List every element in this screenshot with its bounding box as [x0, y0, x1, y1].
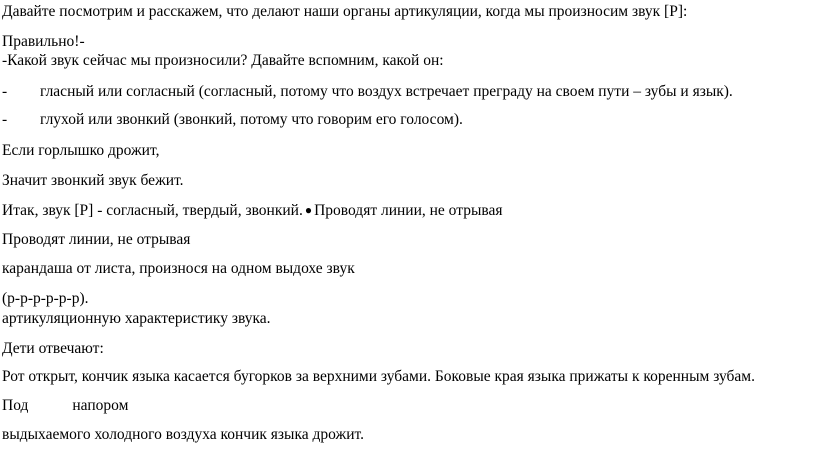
text-line-question: -Какой звук сейчас мы произносили? Давайте вспомним, какой он: — [2, 52, 444, 69]
text-line-mouth-description: Рот открыт, кончик языка касается бугорков за верхними зубами. Боковые края языка прижаты к коренным зубам. — [2, 368, 755, 385]
text-line-exhaled-air: выдыхаемого холодного воздуха кончик языка дрожит. — [2, 426, 364, 443]
text-line-correct: Правильно!- — [2, 33, 85, 50]
list-item-text: глухой или звонкий (звонкий, потому что говорим его голосом). — [40, 111, 463, 128]
text-line-summary — [2, 201, 502, 220]
text-line-characteristic: артикуляционную характеристику звука. — [2, 310, 271, 327]
summary-instruction: Проводят линии, не отрывая — [314, 202, 503, 219]
text-line-rhyme-2: Значит звонкий звук бежит. — [2, 172, 184, 189]
bullet-icon: ● — [304, 203, 313, 217]
text-line-intro: Давайте посмотрим и расскажем, что делают наши органы артикуляции, когда мы произносим звук [Р]: — [2, 3, 688, 20]
list-item-vowel-consonant — [2, 83, 733, 101]
list-dash: - — [2, 111, 8, 128]
text-line-instruction: Проводят линии, не отрывая — [2, 231, 191, 248]
text-line-rhyme-1: Если горлышко дрожит, — [2, 142, 160, 159]
list-item-voiced-voiceless — [2, 111, 463, 129]
summary-text: Итак, звук [Р] - согласный, твердый, звонкий. — [2, 202, 303, 219]
text-line-children-answer: Дети отвечают: — [2, 340, 104, 357]
text-line-pencil: карандаша от листа, произнося на одном выдохе звук — [2, 260, 355, 277]
text-line-pressure — [2, 397, 128, 415]
list-item-text: гласный или согласный (согласный, потому что воздух встречает преграду на своем пути – зубы и язык). — [40, 83, 733, 100]
list-dash: - — [2, 83, 8, 100]
word-pressure: напором — [72, 397, 129, 414]
word-under: Под — [2, 397, 29, 414]
text-line-sound-sequence: (р-р-р-р-р-р). — [2, 290, 89, 307]
